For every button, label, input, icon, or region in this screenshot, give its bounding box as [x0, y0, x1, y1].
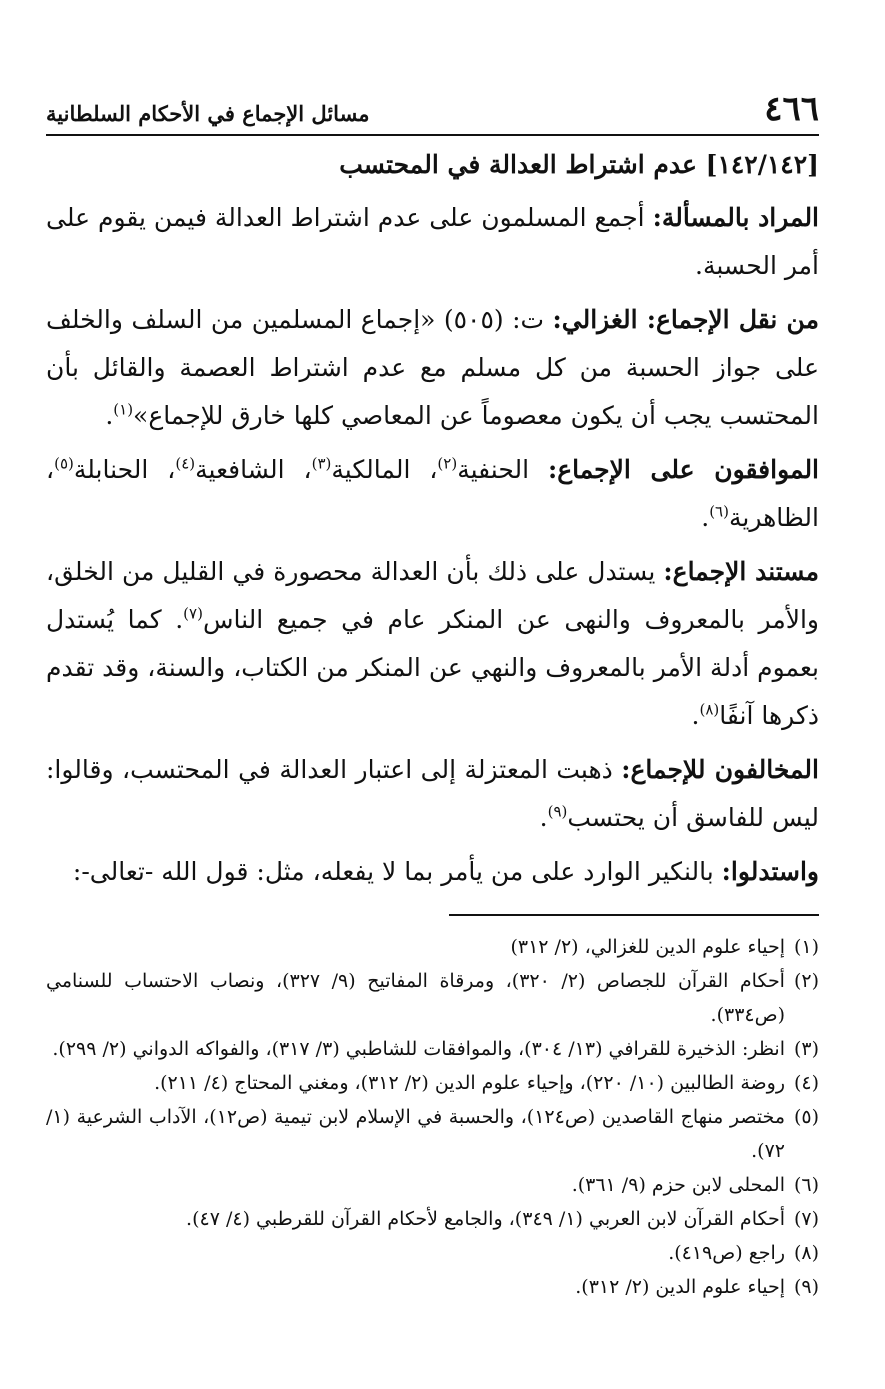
- school-hanafi: الحنفية: [457, 455, 548, 484]
- section-title: [١٤٢/١٤٢] عدم اشتراط العدالة في المحتسب: [339, 150, 819, 179]
- term-meaning: المراد بالمسألة:: [652, 203, 820, 232]
- period: .: [701, 503, 710, 532]
- footnote-number: (١): [793, 936, 819, 958]
- school-maliki: ، المالكية: [331, 455, 438, 484]
- footnote-item: [46, 964, 819, 1032]
- basis-text: يستدل على ذلك بأن العدالة محصورة في القليل من الخلق، والأمر بالمعروف والنهى عن المنكر عام في جميع الناس: [46, 557, 819, 634]
- narrator-text: ت: (٥٠٥) «إجماع المسلمين من السلف والخلف على جواز الحسبة من كل مسلم مع عدم اشتراط العصمة والقائل بأن المحتسب يجب أن يكون معصوماً عن المعاصي كلها خارق للإجماع»: [46, 305, 819, 430]
- footnote-item: [46, 1202, 819, 1236]
- term-agreeing: الموافقون على الإجماع:: [547, 455, 820, 484]
- period: .: [691, 701, 700, 730]
- footnote-item: [46, 1032, 819, 1066]
- footnote-ref[interactable]: (٧): [183, 604, 203, 623]
- paragraph-basis: [46, 548, 819, 740]
- school-hanbali: ، الحنابلة: [73, 455, 176, 484]
- footnote-text: انظر: الذخيرة للقرافي (١٣/ ٣٠٤)، والموافقات للشاطبي (٣/ ٣١٧)، والفواكه الدواني (٢/ ٢٩٩).: [52, 1038, 785, 1060]
- term-opposing: المخالفون للإجماع:: [621, 755, 819, 784]
- footnote-number: (٣): [793, 1038, 819, 1060]
- footnote-ref[interactable]: (٢): [437, 454, 458, 473]
- footnote-separator: [449, 914, 819, 916]
- footnote-text: مختصر منهاج القاصدين (ص١٢٤)، والحسبة في الإسلام لابن تيمية (ص١٢)، الآداب الشرعية (١/ ٧٢).: [46, 1106, 785, 1162]
- footnote-item: [46, 1236, 819, 1270]
- term-basis: مستند الإجماع:: [663, 557, 820, 586]
- footnote-number: (٦): [793, 1174, 819, 1196]
- footnote-ref[interactable]: (١): [113, 400, 134, 419]
- page-number: ٤٦٦: [764, 89, 819, 129]
- footnote-item: [46, 1168, 819, 1202]
- period: .: [105, 401, 114, 430]
- footnote-text: المحلى لابن حزم (٩/ ٣٦١).: [571, 1174, 785, 1196]
- header-rule: [46, 134, 819, 136]
- footnote-ref[interactable]: (٨): [699, 700, 720, 719]
- footnote-item: [46, 1066, 819, 1100]
- running-title: مسائل الإجماع في الأحكام السلطانية: [46, 101, 370, 126]
- footnote-number: (٤): [793, 1072, 819, 1094]
- footnotes: [46, 930, 819, 1304]
- footnote-number: (٧): [793, 1208, 819, 1230]
- footnote-ref[interactable]: (٩): [547, 802, 568, 821]
- term-narrator: من نقل الإجماع: الغزالي:: [552, 305, 819, 334]
- page-header: [46, 84, 819, 129]
- footnote-number: (٥): [793, 1106, 819, 1128]
- paragraph-meaning: [46, 194, 819, 290]
- footnote-ref[interactable]: (٤): [175, 454, 196, 473]
- footnote-text: راجع (ص٤١٩).: [668, 1242, 785, 1264]
- footnote-item: [46, 930, 819, 964]
- period: .: [539, 803, 548, 832]
- paragraph-agreeing: [46, 446, 819, 542]
- footnote-ref[interactable]: (٥): [54, 454, 74, 473]
- meaning-text: أجمع المسلمون على عدم اشتراط العدالة فيمن يقوم على أمر الحسبة.: [46, 203, 819, 280]
- footnote-number: (٩): [793, 1276, 819, 1298]
- paragraph-narrator: [46, 296, 819, 440]
- footnote-item: [46, 1100, 819, 1168]
- school-zahiri: ، الظاهرية: [46, 455, 819, 532]
- main-text: [46, 142, 819, 896]
- footnote-text: أحكام القرآن لابن العربي (١/ ٣٤٩)، والجامع لأحكام القرآن للقرطبي (٤/ ٤٧).: [186, 1208, 785, 1230]
- school-shafii: ، الشافعية: [195, 455, 312, 484]
- footnote-number: (٢): [793, 970, 819, 992]
- footnote-number: (٨): [793, 1242, 819, 1264]
- opposing-text: ذهبت المعتزلة إلى اعتبار العدالة في المحتسب، وقالوا: ليس للفاسق أن يحتسب: [46, 755, 819, 832]
- evidence-text: بالنكير الوارد على من يأمر بما لا يفعله، مثل: قول الله -تعالى-:: [72, 857, 722, 886]
- footnote-item: [46, 1270, 819, 1304]
- footnote-text: أحكام القرآن للجصاص (٢/ ٣٢٠)، ومرقاة المفاتيح (٩/ ٣٢٧)، ونصاب الاحتساب للسنامي (ص٣٣٤).: [46, 970, 785, 1026]
- footnote-ref[interactable]: (٦): [709, 502, 729, 521]
- basis-text-2: . كما يُستدل بعموم أدلة الأمر بالمعروف والنهي عن المنكر من الكتاب، والسنة، وقد تقدم ذكرها آنفًا: [46, 605, 819, 730]
- footnote-ref[interactable]: (٣): [311, 454, 332, 473]
- footnote-text: إحياء علوم الدين (٢/ ٣١٢).: [575, 1276, 785, 1298]
- footnote-text: روضة الطالبين (١٠/ ٢٢٠)، وإحياء علوم الدين (٢/ ٣١٢)، ومغني المحتاج (٤/ ٢١١).: [154, 1072, 785, 1094]
- paragraph-opposing: [46, 746, 819, 842]
- paragraph-evidence: [46, 848, 819, 896]
- term-evidence: واستدلوا:: [721, 857, 819, 886]
- footnote-text: إحياء علوم الدين للغزالي، (٢/ ٣١٢): [510, 936, 785, 958]
